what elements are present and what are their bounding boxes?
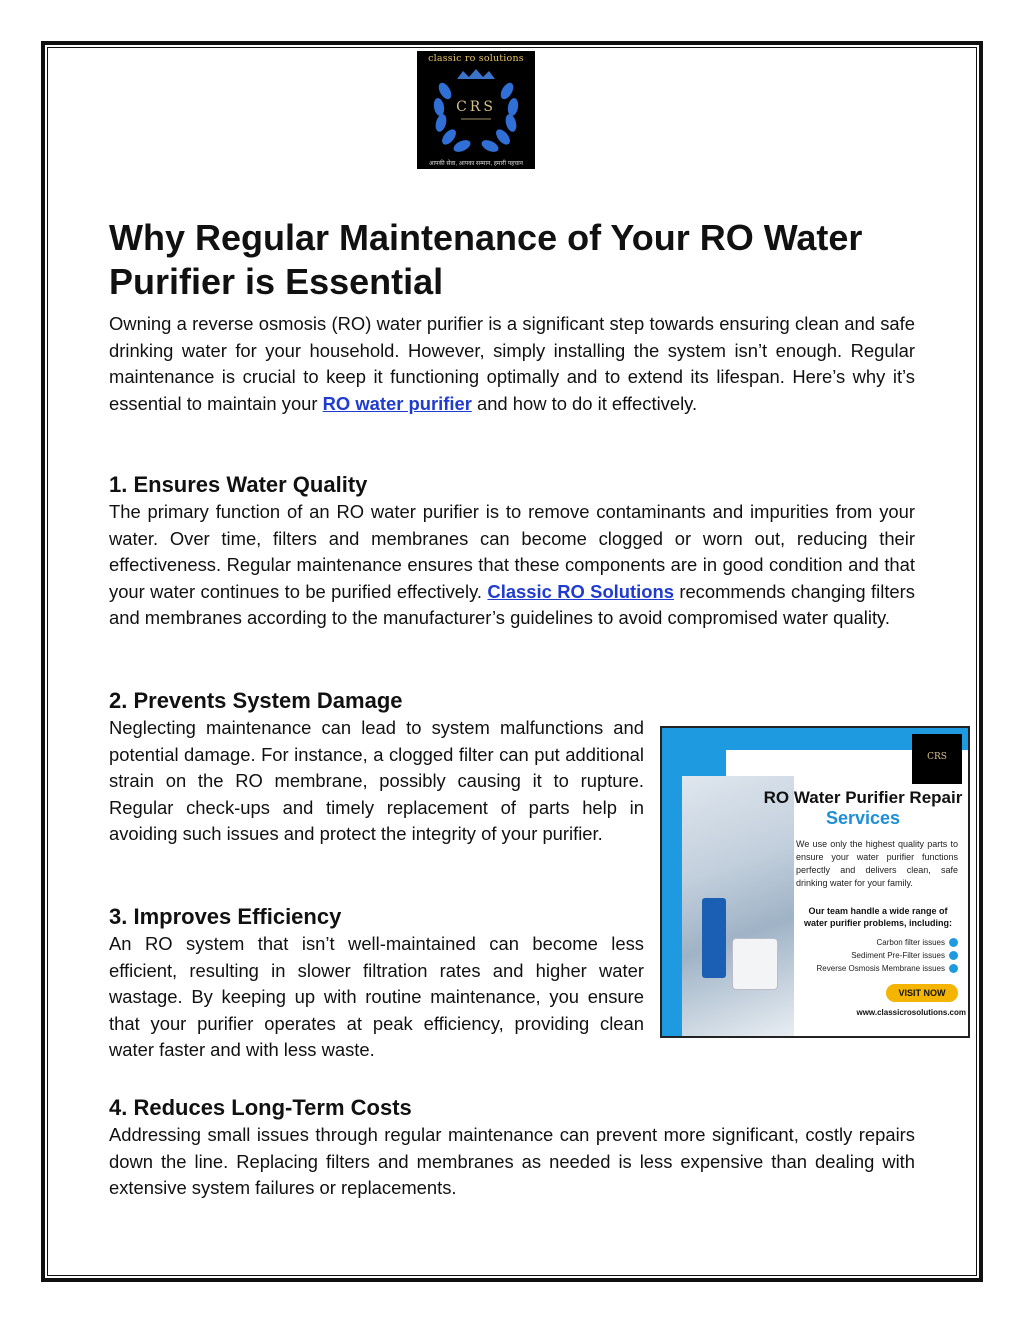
logo-monogram: CRS: [456, 99, 496, 115]
section-heading: 1. Ensures Water Quality: [109, 472, 368, 497]
check-icon: [949, 951, 958, 960]
issue-label: Sediment Pre-Filter issues: [851, 951, 945, 960]
section-water-quality: [109, 471, 915, 632]
issue-label: Carbon filter issues: [876, 938, 945, 947]
section-text-end: recommends changing filters and membranes according to the manufacturer’s guidelines to avoid compromised water quality.: [109, 580, 915, 629]
list-item: [782, 949, 958, 962]
banner-headline: [758, 788, 968, 828]
section-text: The primary function of an RO water purifier is to remove contaminants and impurities from your water. Over time, filters and membranes can become clogged or worn out, reducing their effectiveness. Regular maintenance ensures that these components are in good condition and that your water continues to be purified effectively.: [109, 501, 915, 602]
visit-now-button[interactable]: VISIT NOW: [886, 984, 958, 1002]
banner-logo-text: CRS: [927, 752, 947, 762]
section-heading: 3. Improves Efficiency: [109, 904, 342, 929]
check-icon: [949, 938, 958, 947]
company-logo: [417, 51, 535, 169]
section-heading: 2. Prevents System Damage: [109, 688, 403, 713]
ro-water-purifier-link[interactable]: RO water purifier: [322, 392, 472, 414]
intro-text-end: and how to do it effectively.: [471, 392, 698, 414]
page-title: Why Regular Maintenance of Your RO Water Purifier is Essential: [109, 217, 863, 302]
list-item: [782, 936, 958, 949]
section-heading: 4. Reduces Long-Term Costs: [109, 1095, 412, 1120]
banner-url[interactable]: www.classicrosolutions.com: [856, 1008, 966, 1017]
ro-membrane-unit: [732, 938, 778, 990]
banner-description: We use only the highest quality parts to ensure your water purifier functions perfectly and delivers clean, safe drinking water for your family.: [796, 839, 958, 888]
section-paragraph: [109, 499, 915, 632]
section-paragraph: Neglecting maintenance can lead to system malfunctions and potential damage. For instance, a clogged filter can put additional strain on the RO membrane, possibly causing it to rupture. Regular check-ups and timely replacement of parts help in avoiding such issues and protect the integrity of your purifier.: [109, 717, 644, 845]
banner-headline-text: RO Water Purifier Repair: [763, 788, 963, 807]
section-efficiency: [109, 903, 644, 1064]
intro-paragraph-wrap: [109, 311, 915, 417]
issue-label: Reverse Osmosis Membrane issues: [816, 964, 945, 973]
banner-logo: [912, 734, 962, 784]
article-header: [109, 216, 915, 304]
banner-issue-list: [782, 936, 958, 975]
section-system-damage: [109, 687, 644, 848]
list-item: [782, 962, 958, 975]
banner-team-text: Our team handle a wide range of water purifier problems, including:: [803, 906, 953, 928]
check-icon: [949, 964, 958, 973]
section-paragraph: An RO system that isn’t well-maintained can become less efficient, resulting in slower filtration rates and higher water wastage. By keeping up with routine maintenance, you ensure that your purifier operates at peak efficiency, providing clean water faster and with less waste.: [109, 933, 644, 1061]
classic-ro-solutions-link[interactable]: Classic RO Solutions: [487, 580, 674, 602]
blue-filter-housing: [702, 898, 726, 978]
intro-paragraph: [109, 311, 915, 417]
repair-services-banner[interactable]: [660, 726, 970, 1038]
section-paragraph: Addressing small issues through regular maintenance can prevent more significant, costly repairs down the line. Replacing filters and membranes as needed is less expensive than dealing with extensive system failures or replacements.: [109, 1124, 915, 1199]
banner-headline-sub: Services: [825, 808, 901, 828]
logo-text: classic ro solutions: [428, 53, 524, 64]
logo-tagline: आपकी सेवा, आपका सम्मान, हमारी पहचान: [429, 161, 523, 167]
intro-text: Owning a reverse osmosis (RO) water purifier is a significant step towards ensuring clean and safe drinking water for your household. However, simply installing the system isn’t enough. Regular maintenance is crucial to keep it functioning optimally and to extend its lifespan. Here’s why it’s essential to maintain your: [109, 313, 915, 414]
section-costs: [109, 1094, 915, 1202]
